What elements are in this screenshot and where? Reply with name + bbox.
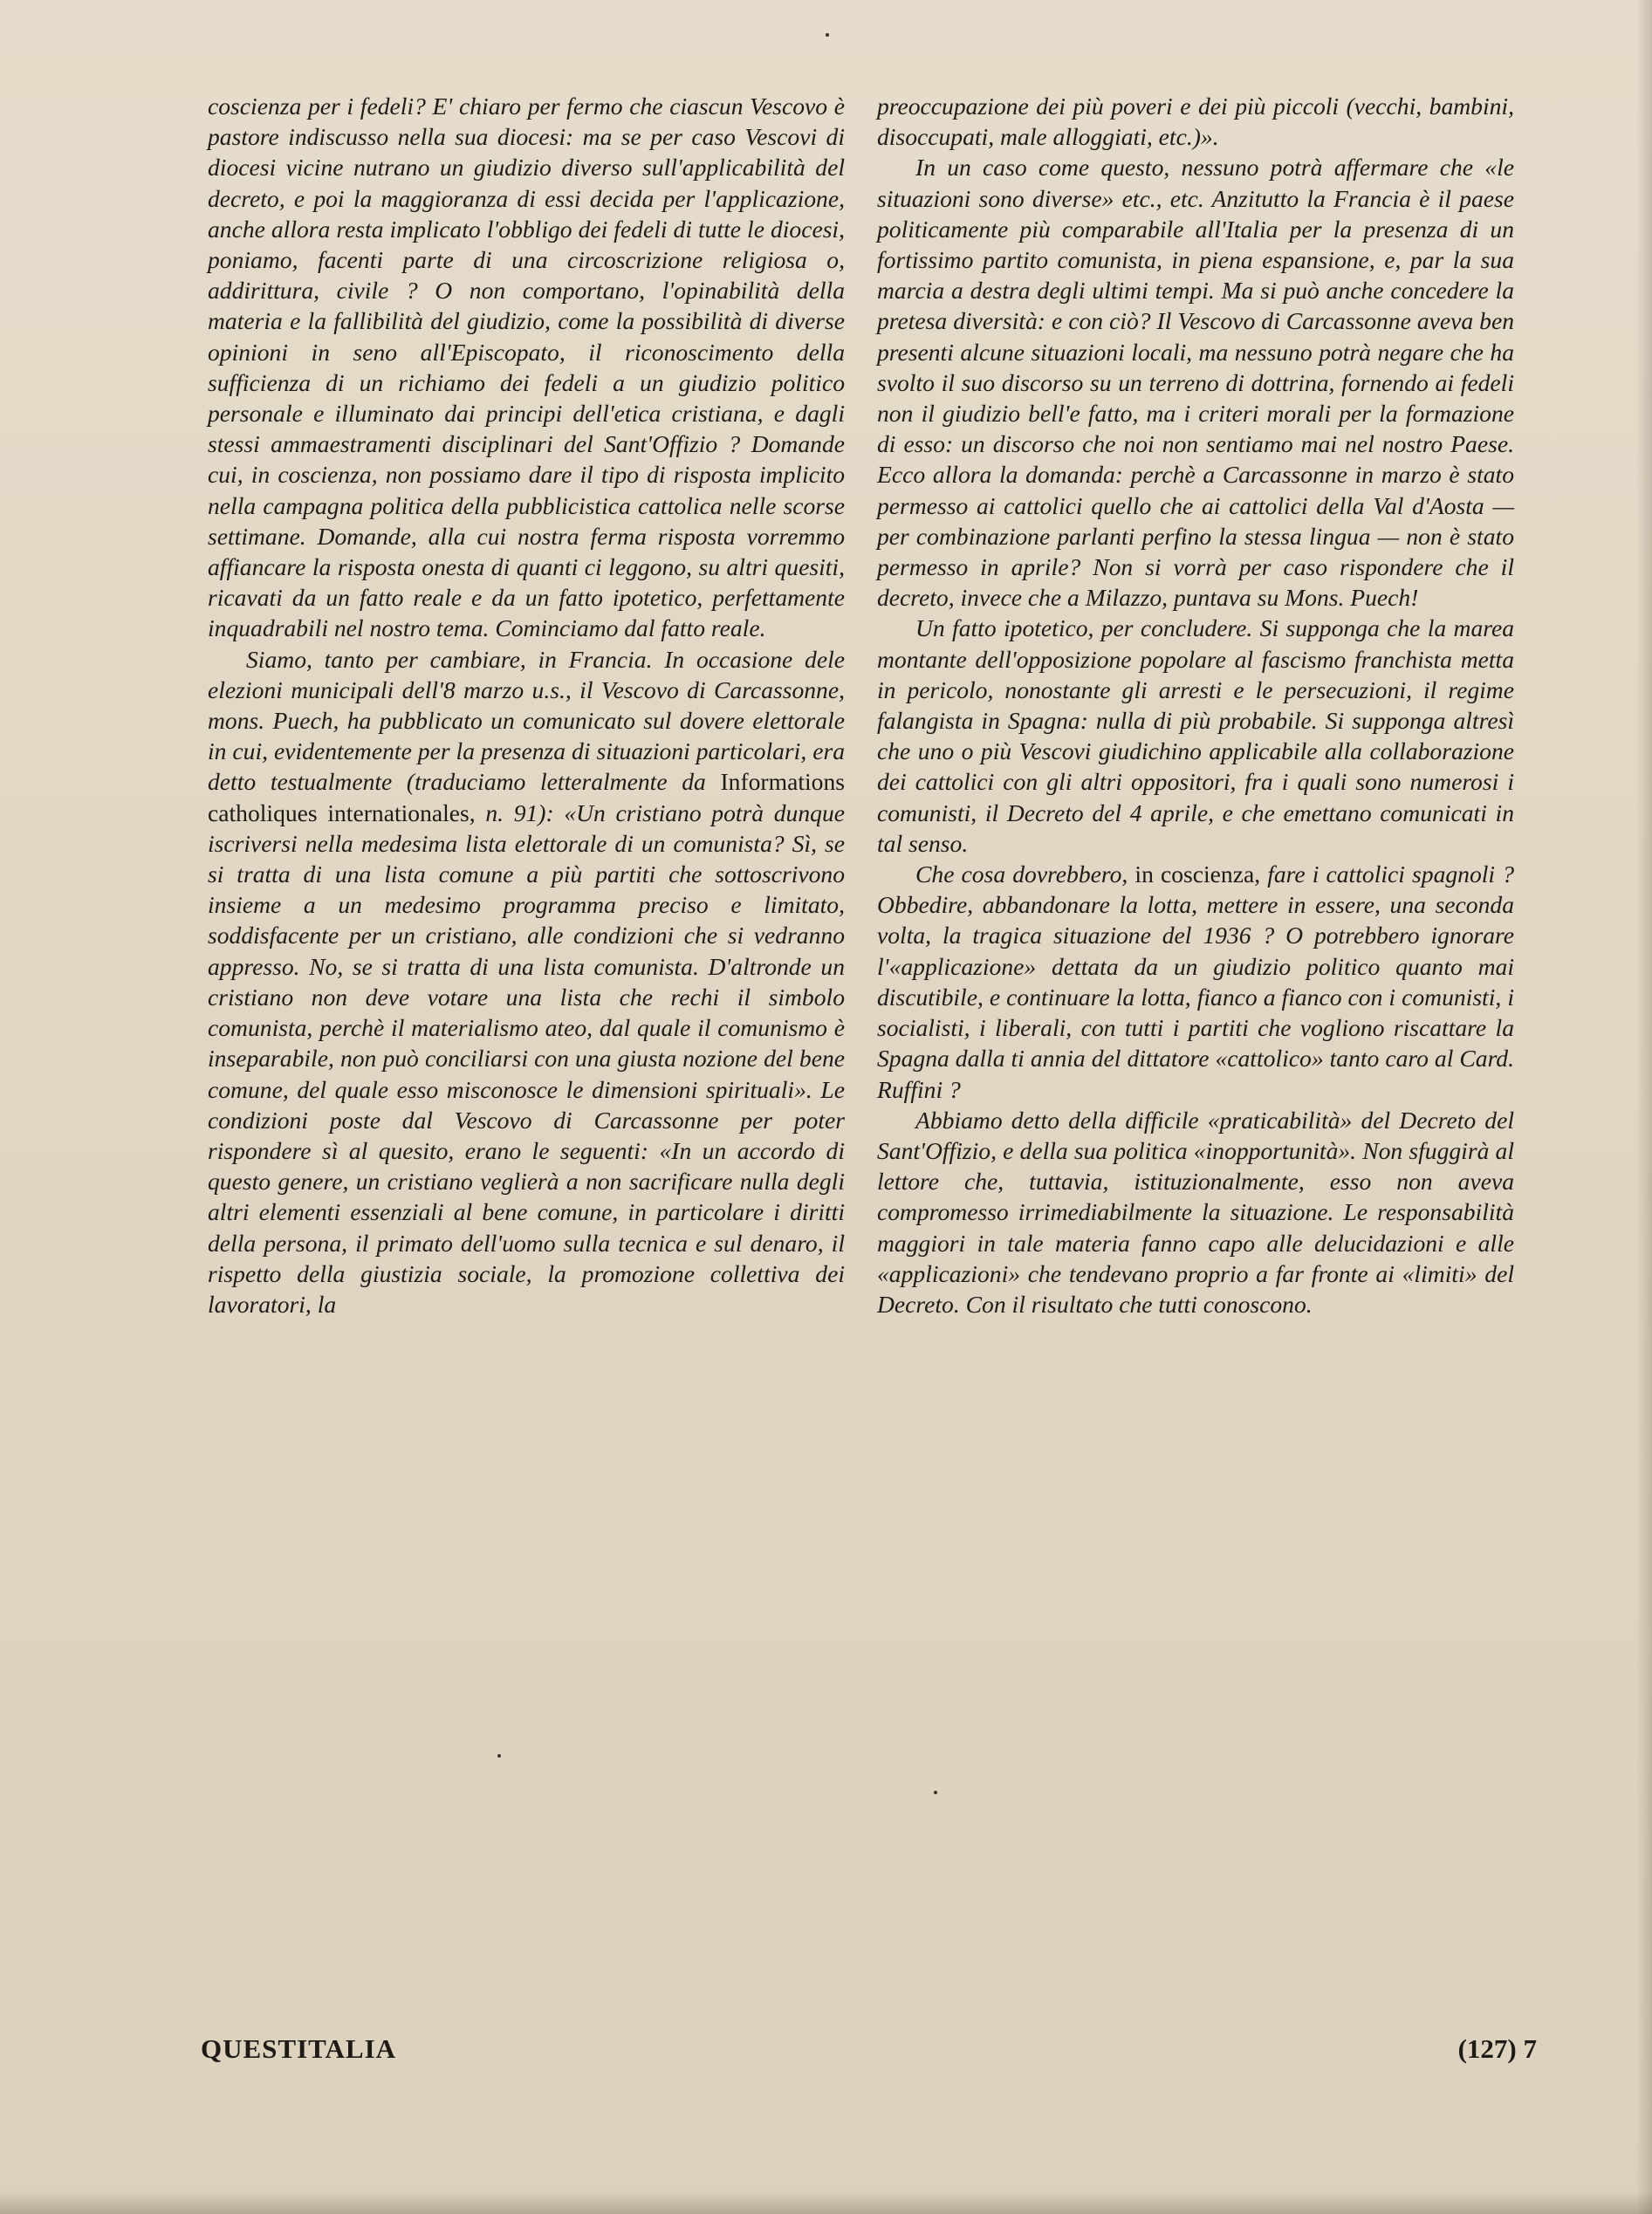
print-speck [934,1791,937,1794]
paragraph: Un fatto ipotetico, per concludere. Si supponga che la marea montante dell'opposizione popolare al fascismo franchista metta in pericolo, nonostante gli arresti e le persecuzioni, il regime falangista in Spagna: nulla di più probabile. Si supponga altresì che uno o più Vescovi giudichino applicabile alla collaborazione dei cattolici con gli altri oppositori, fra i quali sono numerosi i comunisti, il Decreto del 4 aprile, e che emettano comunicati in tal senso. [877,614,1514,857]
paragraph: coscienza per i fedeli? E' chiaro per fermo che ciascun Vescovo è pastore indiscusso nella sua diocesi: ma se per caso Vescovi di diocesi vicine nutrano un giudizio diverso sull'applicabilità del decreto, e poi la maggioranza di essi decida per l'applicazione, anche allora resta implicato l'obbligo dei fedeli di tutte le diocesi, poniamo, facenti parte di una circoscrizione religiosa o, addirittura, civile ? O non comportano, l'opinabilità della materia e la fallibilità del giudizio, come la possibilità di diverse opinioni in seno all'Episcopato, il riconoscimento della sufficienza di un richiamo dei fedeli a un giudizio politico personale e illuminato dai principi dell'etica cristiana, e dagli stessi ammaestramenti disciplinari del Sant'Offizio ? Domande cui, in coscienza, non possiamo dare il tipo di risposta implicito nella campagna politica della pubblicistica cattolica nelle scorse settimane. Domande, alla cui nostra ferma risposta vorremmo affiancare la risposta onesta di quanti ci leggono, su altri quesiti, ricavati da un fatto reale e da un fatto ipotetico, perfettamente inquadrabili nel nostro tema. Cominciamo dal fatto reale. [208,93,845,642]
source-title: Informations catholiques internationales, [208,768,845,826]
paragraph: preoccupazione dei più poveri e dei più piccoli (vecchi, bambini, disoccupati, male alloggiati, etc.)». [877,93,1514,151]
paragraph [208,644,845,1319]
text-run: Siamo, tanto per cambiare, in Francia. In occasione dele elezioni municipali dell'8 marzo u.s., il Vescovo di Carcassonne, mons. Puech, ha pubblicato un comunicato sul dovere elettorale in cui, evidentemente per la presenza di situazioni particolari, era detto testualmente (traduciamo letteralmente da [208,645,845,796]
text-run-upright: in coscienza, [1134,860,1261,888]
publication-name: QUESTITALIA [201,2033,397,2064]
print-speck [826,33,829,37]
page-edge-shadow [0,2191,1652,2214]
paragraph: Abbiamo detto della difficile «praticabilità» del Decreto del Sant'Offizio, e della sua politica «inopportunità». Non sfuggirà al lettore che, tuttavia, istituzionalmente, esso non aveva compromesso irrimediabilmente la situazione. Le responsabilità maggiori in tale materia fanno capo alle delucidazioni e alle «applicazioni» che tendevano proprio a far fronte ai «limiti» del Decreto. Con il risultato che tutti conoscono. [877,1106,1514,1318]
paragraph [877,859,1514,1105]
page-edge-shadow [1636,0,1652,2214]
text-column-left [208,91,845,1319]
text-column-right [877,91,1514,1319]
print-speck [497,1754,501,1758]
text-run: n. 91): «Un cristiano potrà dunque iscriversi nella medesima lista elettorale di un comunista? Sì, se si tratta di una lista comune a più partiti che sottoscrivono insieme a un medesimo programma preciso e limitato, soddisfacente per un cristiano, alle condizioni che si vedranno appresso. No, se si tratta di una lista comunista. D'altronde un cristiano non deve votare una lista che rechi il simbolo comunista, perchè il materialismo ateo, dal quale il comunismo è inseparabile, non può conciliarsi con una giusta nozione del bene comune, del quale esso misconosce le dimensioni spirituali». Le condizioni poste dal Vescovo di Carcassonne per poter rispondere sì al quesito, erano le seguenti: «In un accordo di questo genere, un cristiano veglierà a non sacrificare nulla degli altri elementi essenziali al bene comune, in particolare i diritti della persona, il primato dell'uomo sulla tecnica e sul denaro, il rispetto della giustizia sociale, la promozione collettiva dei lavoratori, la [208,799,845,1318]
paragraph: In un caso come questo, nessuno potrà affermare che «le situazioni sono diverse» etc., etc. Anzitutto la Francia è il paese politicamente più comparabile all'Italia per la presenza di un fortissimo partito comunista, in piena espansione, e, par la sua marcia a destra degli ultimi tempi. Ma si può anche concedere la pretesa diversità: e con ciò? Il Vescovo di Carcassonne aveva ben presenti alcune situazioni locali, ma nessuno potrà negare che ha svolto il suo discorso su un terreno di dottrina, fornendo ai fedeli non il giudizio bell'e fatto, ma i criteri morali per la formazione di esso: un discorso che noi non sentiamo mai nel nostro Paese. Ecco allora la domanda: perchè a Carcassonne in marzo è stato permesso ai cattolici quello che ai cattolici della Val d'Aosta — per combinazione parlanti perfino la stessa lingua — non è stato permesso in aprile? Non si vorrà per caso rispondere che il decreto, invece che a Milazzo, puntava su Mons. Puech! [877,154,1514,612]
text-run: fare i cattolici spagnoli ? Obbedire, abbandonare la lotta, mettere in essere, una seconda volta, la tragica situazione del 1936 ? O potrebbero ignorare l'«applicazione» dettata da un giudizio politico quanto mai discutibile, e continuare la lotta, fianco a fianco con i comunisti, i socialisti, i liberali, con tutti i partiti che vogliono riscattare la Spagna dalla ti annia del dittatore «cattolico» tanto caro al Card. Ruffini ? [877,860,1514,1103]
page-number: (127) 7 [1457,2033,1537,2064]
text-run: Che cosa dovrebbero, [915,860,1135,888]
